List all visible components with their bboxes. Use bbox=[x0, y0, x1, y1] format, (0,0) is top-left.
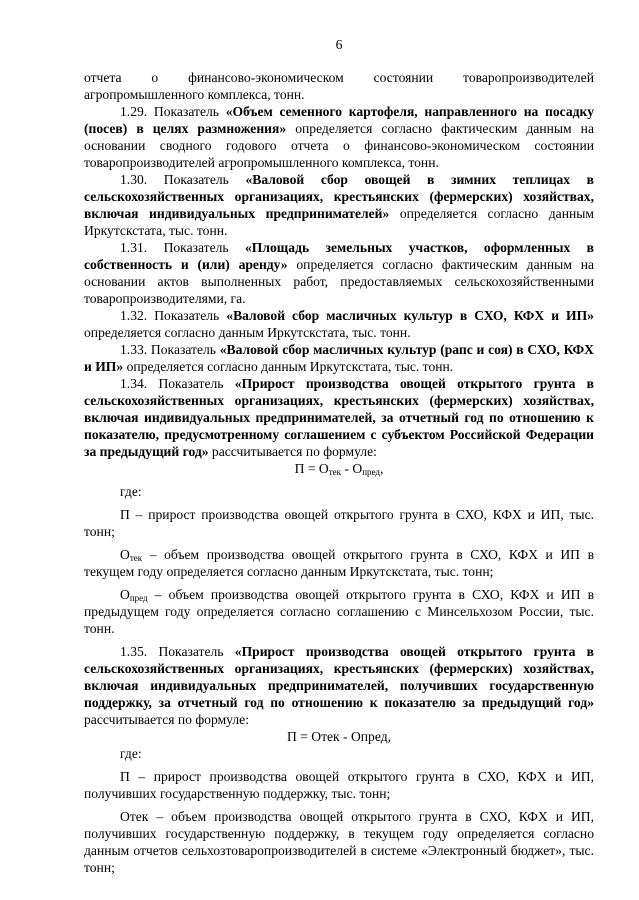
symbol-subscript: тек bbox=[129, 553, 143, 563]
where-label: где: bbox=[120, 746, 142, 761]
formula-subscript: пред bbox=[362, 467, 380, 477]
text: рассчитывается по формуле: bbox=[208, 444, 377, 459]
definition-opred bbox=[84, 586, 594, 637]
text: 1.30. Показатель bbox=[120, 172, 246, 187]
indicator-name: «Валовой сбор масличных культур в СХО, КФХ и ИП» bbox=[226, 308, 594, 323]
formula-part: П = О bbox=[294, 461, 329, 476]
formula-subscript: тек bbox=[328, 467, 342, 477]
where-label: где: bbox=[120, 484, 142, 499]
definition-p: П – прирост производства овощей открытого грунта в СХО, КФХ и ИП, получивших государственную поддержку, тыс. тонн; bbox=[84, 769, 594, 801]
definition-otek: Отек – объем производства овощей открытого грунта в СХО, КФХ и ИП, получивших государственную поддержку, в текущем году определяется согласно данным отчетов сельхозтоваропроизводителей в системе «Электронный бюджет», тыс. тонн; bbox=[84, 809, 594, 875]
text: 1.34. Показатель bbox=[120, 376, 235, 391]
paragraph-1-35 bbox=[84, 643, 594, 728]
symbol: О bbox=[120, 547, 130, 562]
paragraph-1-33 bbox=[84, 341, 594, 375]
indicator-name: «Прирост производства овощей открытого грунта в сельскохозяйственных организациях, крестьянских (фермерских) хозяйствах, включая индивидуальных предпринимателей, за отчетный год по отношению к показателю, предусмотренному соглашением с субъектом Российской Федерации за предыдущий год» bbox=[84, 376, 594, 459]
paragraph-1-30 bbox=[84, 171, 594, 239]
page-number: 6 bbox=[335, 37, 343, 52]
paragraph-1-31 bbox=[84, 239, 594, 307]
text: 1.33. Показатель bbox=[120, 342, 220, 357]
indicator-name: «Площадь земельных участков, оформленных в собственность и (или) аренду» bbox=[84, 240, 594, 272]
paragraph-1-32 bbox=[84, 307, 594, 341]
definition-p: П – прирост производства овощей открытого грунта в СХО, КФХ и ИП, тыс. тонн; bbox=[84, 507, 594, 539]
paragraph-continuation bbox=[84, 69, 594, 103]
formula-part: - О bbox=[341, 461, 363, 476]
text: 1.32. Показатель bbox=[120, 308, 227, 323]
definition-otek bbox=[84, 546, 594, 580]
formula-1-35: П = Отек - Опред, bbox=[286, 729, 392, 744]
paragraph-1-29 bbox=[84, 103, 594, 171]
text: определяется согласно данным Иркутскстата, тыс. тонн. bbox=[84, 206, 594, 238]
symbol-subscript: пред bbox=[129, 593, 148, 603]
symbol: О bbox=[120, 587, 130, 602]
formula-part: , bbox=[379, 461, 384, 476]
indicator-name: «Объем семенного картофеля, направленного на посадку (посев) в целях размножения» bbox=[84, 104, 594, 136]
text: 1.31. Показатель bbox=[120, 240, 245, 255]
indicator-name: «Прирост производства овощей открытого грунта в сельскохозяйственных организациях, крестьянских (фермерских) хозяйствах, включая индивидуальных предпринимателей, получивших государственную поддержку, за отчетный год по отношению к показателю за предыдущий год» bbox=[84, 644, 594, 710]
text: определяется согласно фактическим данным на основании актов выполненных работ, предоставляемых сельскохозяйственными товаропроизводителями, га. bbox=[84, 257, 594, 306]
text: отчета о финансово-экономическом состоянии товаропроизводителей агропромышленного комплекса, тонн. bbox=[84, 70, 594, 102]
formula-1-34 bbox=[84, 460, 594, 477]
text: определяется согласно данным Иркутскстата, тыс. тонн. bbox=[123, 359, 454, 374]
indicator-name: «Валовой сбор овощей в зимних теплицах в сельскохозяйственных организациях, крестьянских (фермерских) хозяйствах, включая индивидуальных предпринимателей» bbox=[84, 172, 595, 221]
paragraph-1-34 bbox=[84, 375, 594, 460]
document-page bbox=[84, 36, 594, 876]
text: – объем производства овощей открытого грунта в СХО, КФХ и ИП в текущем году определяется согласно данным Иркутскстата, тыс. тонн; bbox=[84, 547, 594, 579]
text: 1.35. Показатель bbox=[120, 644, 235, 659]
text: рассчитывается по формуле: bbox=[84, 712, 249, 727]
indicator-name: «Валовой сбор масличных культур (рапс и соя) в СХО, КФХ и ИП» bbox=[84, 342, 594, 374]
text: определяется согласно данным Иркутскстата, тыс. тонн. bbox=[84, 325, 411, 340]
text: определяется согласно фактическим данным на основании сводного годового отчета о финансово-экономическом состоянии товаропроизводителей агропромышленного комплекса, тонн. bbox=[84, 121, 594, 170]
text: – объем производства овощей открытого грунта в СХО, КФХ и ИП в предыдущем году определяется согласно соглашению с Минсельхозом России, тыс. тонн. bbox=[84, 587, 594, 636]
text: 1.29. Показатель bbox=[120, 104, 226, 119]
